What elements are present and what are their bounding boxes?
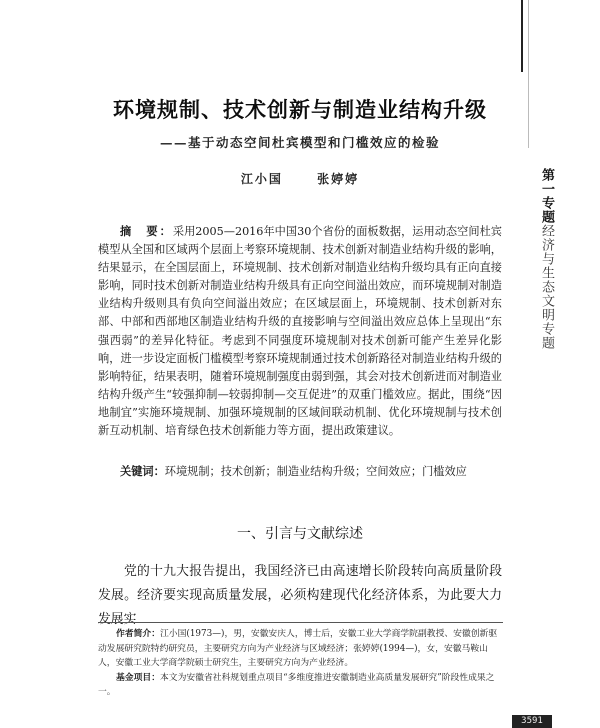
fund-footnote — [98, 671, 502, 700]
author-bio-footnote — [98, 627, 502, 671]
abstract — [98, 222, 502, 440]
author-name: 张婷婷 — [317, 172, 360, 186]
margin-thin-line — [528, 0, 529, 148]
author-list — [0, 170, 600, 187]
section-side-band — [528, 168, 554, 350]
side-band-text: 经济与生态文明专题 — [539, 224, 554, 350]
fund-text: 本文为安徽省社科规划重点项目“多维度推进安徽制造业高质量发展研究”阶段性成果之一。 — [98, 672, 495, 698]
abstract-label: 摘 要： — [120, 224, 173, 238]
author-bio-text: 江小国(1973—)，男，安徽安庆人，博士后，安徽工业大学商学院副教授、安徽创新驱动发展研究院特约研究员，主要研究方向为产业经济与区域经济；张婷婷(1994—)，女，安徽马鞍山人，安徽工业大学商学院硕士研究生，主要研究方向为产业经济。 — [98, 629, 498, 669]
author-name: 江小国 — [240, 172, 283, 186]
side-band-head: 第一专题 — [539, 168, 554, 224]
margin-rule — [521, 0, 523, 72]
fund-label: 基金项目： — [116, 672, 160, 683]
section-heading: 一、引言与文献综述 — [237, 526, 363, 542]
keywords-label: 关键词： — [120, 464, 165, 478]
article-subtitle: ——基于动态空间杜宾模型和门槛效应的检验 — [159, 135, 440, 150]
footnote-divider — [98, 622, 503, 623]
keywords-text: 环境规制；技术创新；制造业结构升级；空间效应；门槛效应 — [164, 465, 467, 478]
page-number: 3591 — [512, 715, 552, 728]
keywords — [98, 462, 502, 481]
article-title: 环境规制、技术创新与制造业结构升级 — [113, 98, 487, 122]
abstract-text: 采用2005—2016年中国30个省份的面板数据，运用动态空间杜宾模型从全国和区域两个层面上考察环境规制、技术创新对制造业结构升级的影响，结果显示，在全国层面上，环境规制、技术创新对制造业结构升级均具有正向直接影响，同时技术创新对制造业结构升级具有正向空间溢出效应，而环境规制对制造业结构升级则具有负向空间溢出效应；在区域层面上，环境规制、技术创新对东部、中部和西部地区制造业结构升级的直接影响与空间溢出效应总体上呈现出“东强西弱”的差异化特征。考虑到不同强度环境规制对技术创新可能产生差异化影响，进一步设定面板门槛模型考察环境规制通过技术创新路径对制造业结构升级的影响特征，结果表明，随着环境规制强度由弱到强，其会对技术创新进而对制造业结构升级产生“较强抑制—较弱抑制—交互促进”的双重门槛效应。据此，围绕“因地制宜”实施环境规制、加强环境规制的区域间联动机制、优化环境规制与技术创新互动机制、培育绿色技术创新能力等方面，提出政策建议。 — [98, 225, 502, 438]
author-bio-label: 作者简介： — [116, 629, 160, 639]
footnotes — [98, 627, 502, 700]
body-paragraph: 党的十九大报告提出，我国经济已由高速增长阶段转向高质量阶段发展。经济要实现高质量发展，必须构建现代化经济体系，为此要大力发展实 — [98, 564, 502, 627]
